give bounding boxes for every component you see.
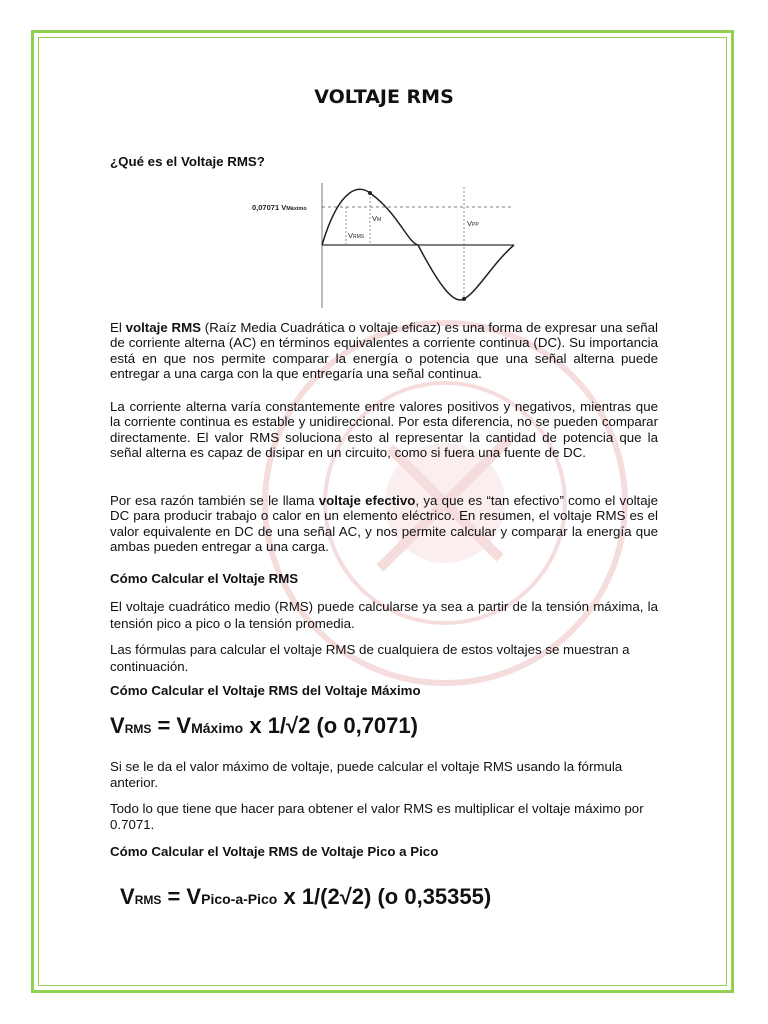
paragraph-multiply: Todo lo que tiene que hacer para obtener el valor RMS es multiplicar el voltaje máximo por 0.7071. <box>110 801 644 832</box>
formula-peak-to-peak: VRMS = VPico-a-Pico x 1/(2√2) (o 0,35355) <box>120 884 492 909</box>
formula-max: VRMS = VMáximo x 1/√2 (o 0,7071) <box>110 713 418 738</box>
heading-what-is: ¿Qué es el Voltaje RMS? <box>110 154 265 169</box>
paragraph-ac-dc: La corriente alterna varía constantemente entre valores positivos y negativos, mientras que la corriente continua es estable y unidireccional. Por esta diferencia, no se pueden comparar directamente. El valor RMS soluciona esto al representar la cantidad de potencia que la señal alterna es capaz de disipar en un circuito, como si fuera una fuente de DC. <box>110 399 658 461</box>
heading-from-max: Cómo Calcular el Voltaje RMS del Voltaje Máximo <box>110 683 421 698</box>
paragraph-definition: El voltaje RMS (Raíz Media Cuadrática o voltaje eficaz) es una forma de expresar una señal de corriente alterna (AC) en términos equivalentes a corriente continua (DC). Su importancia está en que nos permite comparar la energía o potencia que una señal alterna puede entregar a una carga con la que entregaría una señal continua. <box>110 320 658 382</box>
paragraph-max-usage: Si se le da el valor máximo de voltaje, puede calcular el voltaje RMS usando la fórmula anterior. <box>110 759 623 790</box>
label-vm: VM <box>372 214 382 223</box>
label-vmax: 0,07071 VMáximo <box>252 203 307 212</box>
paragraph-formulas: Las fórmulas para calcular el voltaje RMS de cualquiera de estos voltajes se muestran a continuación. <box>110 642 630 674</box>
sine-wave-figure <box>248 183 518 308</box>
label-vrms: VRMS <box>348 231 365 240</box>
heading-from-peak-to-peak: Cómo Calcular el Voltaje RMS de Voltaje Pico a Pico <box>110 844 439 859</box>
paragraph-rms-calc: El voltaje cuadrático medio (RMS) puede calcularse ya sea a partir de la tensión máxima, la tensión pico a pico o la tensión promedia. <box>110 599 658 631</box>
heading-how-to-calc: Cómo Calcular el Voltaje RMS <box>110 571 299 586</box>
document-title: VOLTAJE RMS <box>314 86 454 108</box>
label-vpp: VPP <box>467 219 479 228</box>
paragraph-effective: Por esa razón también se le llama voltaje efectivo, ya que es “tan efectivo” como el voltaje DC para producir trabajo o calor en un elemento eléctrico. En resumen, el voltaje RMS es el valor equivalente en DC de una señal AC, y nos permite calcular y comparar la energía que ambas pueden entregar a una carga. <box>110 493 658 555</box>
